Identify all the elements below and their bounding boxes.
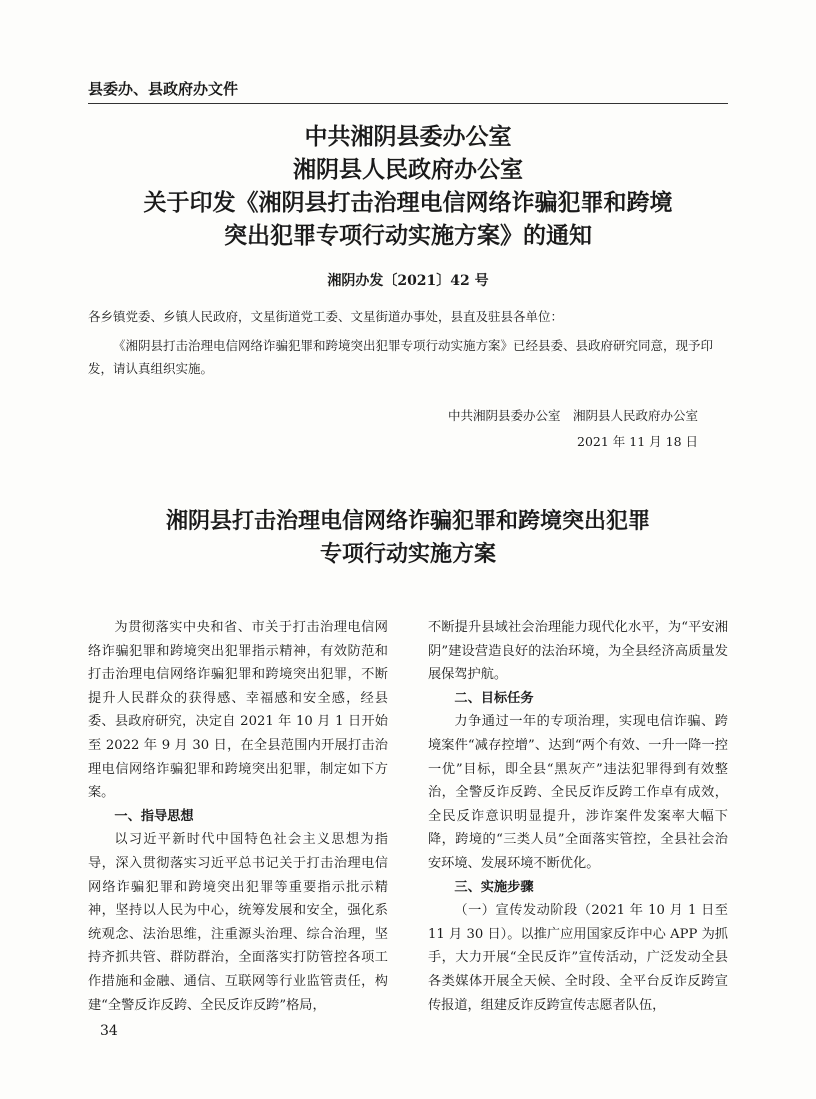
addressee: 各乡镇党委、乡镇人民政府，文星街道党工委、文星街道办事处，县直及驻县各单位： — [88, 309, 564, 324]
page-number: 34 — [100, 1023, 118, 1039]
issue-date: 2021 年 11 月 18 日 — [577, 434, 698, 449]
intro-paragraph: 为贯彻落实中央和省、市关于打击治理电信网络诈骗犯罪和跨境突出犯罪指示精神，有效防范和打击治理电信网络诈骗犯罪和跨境突出犯罪，不断提升人民群众的获得感、幸福感和安全感，经县委、县政府研究，决定自 2021 年 10 月 1 日开始至 2022 年 9 月 30 日，在全县范围内开展打击治理电信网络诈骗犯罪和跨境突出犯罪，制定如下方案。 — [88, 620, 388, 801]
notice-title — [0, 120, 816, 252]
notice-title-line: 突出犯罪专项行动实施方案》的通知 — [224, 222, 592, 249]
document-number: 湘阴办发〔2021〕42 号 — [327, 273, 489, 289]
plan-title-line: 湘阴县打击治理电信网络诈骗犯罪和跨境突出犯罪 — [165, 508, 650, 534]
issuer-signature: 中共湘阴县委办公室 湘阴县人民政府办公室 — [447, 408, 698, 423]
notice-title-line: 中共湘阴县委办公室 — [304, 123, 512, 150]
stage-text: 以推广应用国家反诈中心 APP 为抓手，大力开展“全民反诈”宣传活动，广泛发动全县各类媒体开展全天候、全时段、全平台反诈反跨宣传报道，组建反诈反跨宣传志愿者队伍， — [428, 926, 728, 1013]
left-column — [88, 616, 388, 1017]
running-header: 县委办、县政府办文件 — [88, 80, 239, 98]
continued-paragraph: 不断提升县域社会治理能力现代化水平，为“平安湘阴”建设营造良好的法治环境，为全县经济高质量发展保驾护航。 — [428, 620, 728, 683]
stage-paragraph — [428, 899, 728, 1017]
notice-title-line: 湘阴县人民政府办公室 — [293, 156, 523, 183]
plan-title-line: 专项行动实施方案 — [319, 541, 496, 567]
right-column — [428, 616, 728, 1017]
section-heading: 二、目标任务 — [454, 690, 534, 706]
section-paragraph: 力争通过一年的专项治理，实现电信诈骗、跨境案件“减存控增”、达到“两个有效、一升一降一控一优”目标，即全县“黑灰产”违法犯罪得到有效整治，全警反诈反跨、全民反诈反跨工作卓有成效，全民反诈意识明显提升，涉诈案件发案率大幅下降，跨境的“三类人员”全面落实管控，全县社会治安环境、发展环境不断优化。 — [428, 714, 728, 871]
notice-title-line: 关于印发《湘阴县打击治理电信网络诈骗犯罪和跨境 — [143, 189, 673, 216]
header-divider — [88, 103, 728, 104]
section-paragraph: 以习近平新时代中国特色社会主义思想为指导，深入贯彻落实习近平总书记关于打击治理电信网络诈骗犯罪和跨境突出犯罪等重要指示批示精神，坚持以人民为中心，统筹发展和安全，强化系统观念、法治思维，注重源头治理、综合治理，坚持齐抓共管、群防群治，全面落实打防管控各项工作措施和金融、通信、互联网等行业监管责任，构建“全警反诈反跨、全民反诈反跨”格局， — [88, 832, 388, 1013]
stage-heading: （一）宣传发动阶段（2021 年 10 月 1 日至 11 月 30 日）。 — [428, 903, 728, 942]
plan-title — [0, 505, 816, 571]
section-heading: 一、指导思想 — [114, 808, 194, 824]
notice-body: 《湘阴县打击治理电信网络诈骗犯罪和跨境突出犯罪专项行动实施方案》已经县委、县政府研究同意，现予印发，请认真组织实施。 — [88, 338, 714, 376]
section-heading: 三、实施步骤 — [454, 879, 534, 895]
